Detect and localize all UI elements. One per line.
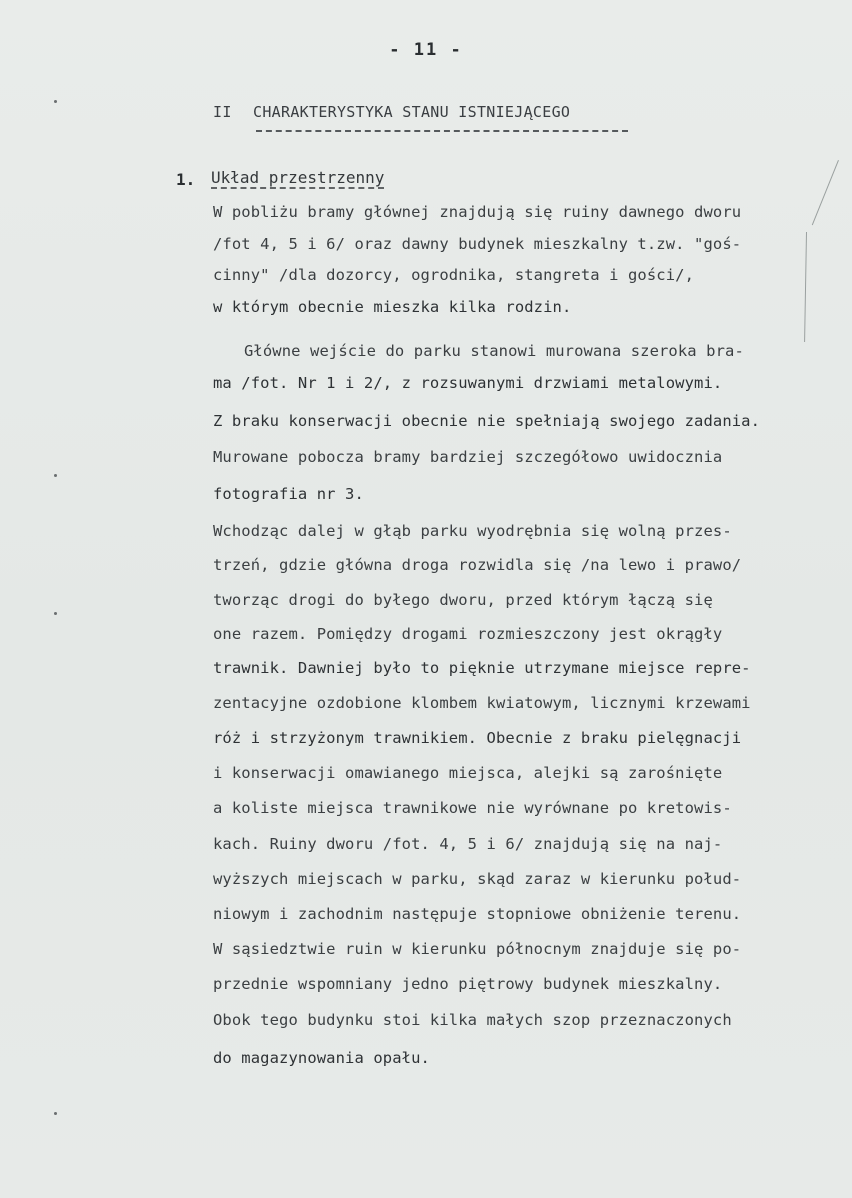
text-line: Murowane pobocza bramy bardziej szczegółowo uwidocznia: [213, 448, 723, 466]
margin-mark: [54, 612, 57, 615]
margin-mark: [54, 1112, 57, 1115]
text-line: tworząc drogi do byłego dworu, przed którym łączą się: [213, 591, 713, 609]
text-line: cinny" /dla dozorcy, ogrodnika, stangreta i gości/,: [213, 266, 695, 284]
text-line: Z braku konserwacji obecnie nie spełniają swojego zadania.: [213, 412, 761, 430]
text-line: do magazynowania opału.: [213, 1049, 430, 1067]
chapter-number: II: [213, 103, 232, 121]
text-line: w którym obecnie mieszka kilka rodzin.: [213, 298, 572, 316]
text-line: kach. Ruiny dworu /fot. 4, 5 i 6/ znajdują się na naj-: [213, 835, 723, 853]
text-line: fotografia nr 3.: [213, 485, 364, 503]
pencil-stroke: [804, 232, 807, 342]
text-line: one razem. Pomiędzy drogami rozmieszczony jest okrągły: [213, 625, 723, 643]
text-line: zentacyjne ozdobione klombem kwiatowym, licznymi krzewami: [213, 694, 751, 712]
text-line: Obok tego budynku stoi kilka małych szop przeznaczonych: [213, 1011, 732, 1029]
text-line: trzeń, gdzie główna droga rozwidla się /na lewo i prawo/: [213, 556, 742, 574]
chapter-title: CHARAKTERYSTYKA STANU ISTNIEJĄCEGO: [253, 103, 571, 121]
margin-mark: [54, 474, 57, 477]
text-line: Główne wejście do parku stanowi murowana szeroka bra-: [244, 342, 744, 360]
text-line: niowym i zachodnim następuje stopniowe obniżenie terenu.: [213, 905, 742, 923]
text-line: róż i strzyżonym trawnikiem. Obecnie z braku pielęgnacji: [213, 729, 742, 747]
chapter-underline-rule: [256, 130, 628, 132]
page-number: - 11 -: [389, 40, 463, 60]
text-line: ma /fot. Nr 1 i 2/, z rozsuwanymi drzwiami metalowymi.: [213, 374, 723, 392]
text-line: W sąsiedztwie ruin w kierunku północnym znajduje się po-: [213, 940, 742, 958]
text-line: /fot 4, 5 i 6/ oraz dawny budynek mieszkalny t.zw. "goś-: [213, 235, 742, 253]
text-line: Wchodząc dalej w głąb parku wyodrębnia się wolną przes-: [213, 522, 732, 540]
text-line: wyższych miejscach w parku, skąd zaraz w kierunku połud-: [213, 870, 742, 888]
text-line: W pobliżu bramy głównej znajdują się ruiny dawnego dworu: [213, 203, 742, 221]
margin-mark: [54, 100, 57, 103]
pencil-stroke: [812, 160, 839, 225]
text-line: i konserwacji omawianego miejsca, alejki są zarośnięte: [213, 764, 723, 782]
section-title: Układ przestrzenny: [211, 168, 385, 187]
text-line: a koliste miejsca trawnikowe nie wyrównane po kretowis-: [213, 799, 732, 817]
section-number: 1.: [176, 170, 196, 189]
text-line: przednie wspomniany jedno piętrowy budynek mieszkalny.: [213, 975, 723, 993]
chapter-heading: [213, 103, 570, 121]
text-line: trawnik. Dawniej było to pięknie utrzymane miejsce repre-: [213, 659, 751, 677]
